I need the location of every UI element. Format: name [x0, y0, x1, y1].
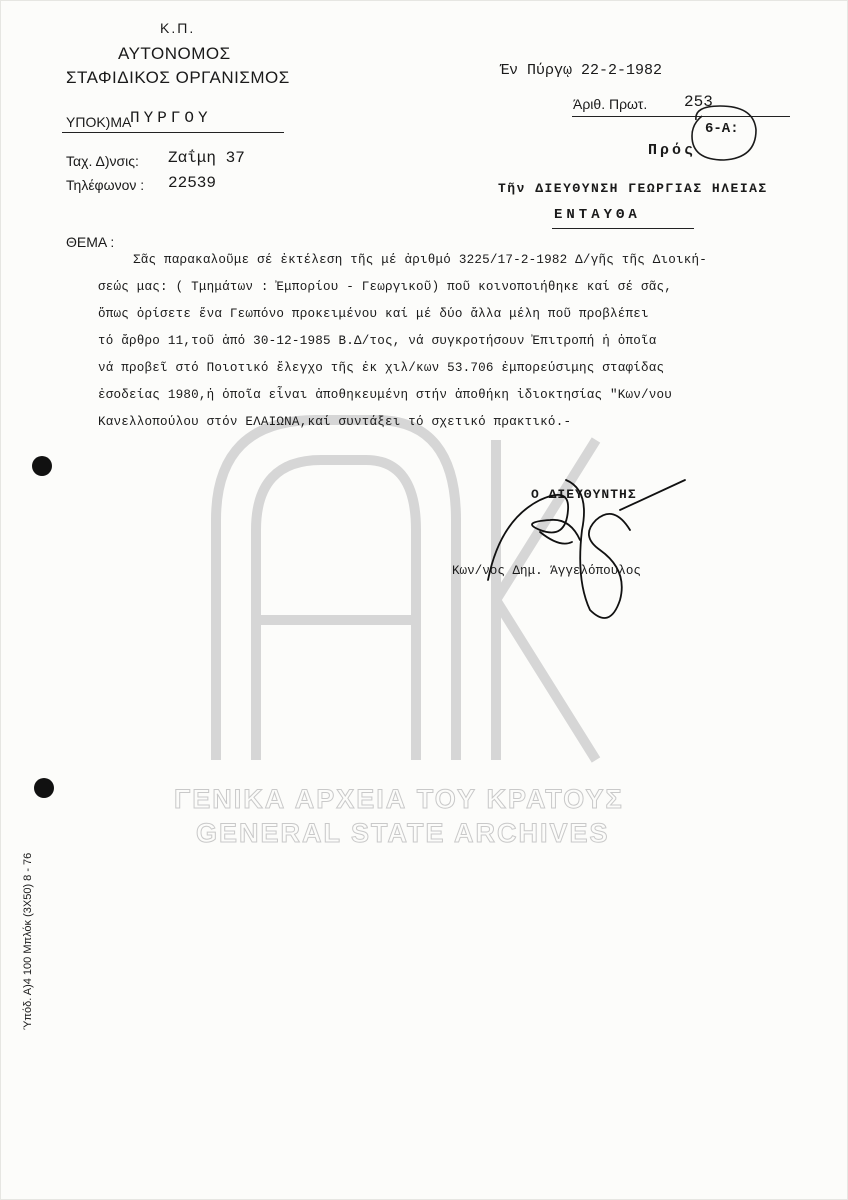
watermark-english: GENERAL STATE ARCHIVES	[196, 818, 610, 848]
organization-name-line2: ΣΤΑΦΙΔΙΚΟΣ ΟΡΓΑΝΙΣΜΟΣ	[66, 68, 290, 87]
punch-hole-lower	[34, 778, 54, 798]
watermark-greek: ΓΕΝΙΚΑ ΑΡΧΕΙΑ ΤΟΥ ΚΡΑΤΟΥΣ	[174, 784, 624, 814]
letterhead-kp: Κ.Π.	[160, 20, 196, 36]
body-line-4: τό ἄρθρο 11,τοῦ ἀπό 30-12-1985 Β.Δ/τος, νά συγκροτήσουν Ἐπιτροπή ἡ ὁποῖα	[98, 334, 657, 348]
address-label: Ταχ. Δ)νσις:	[66, 153, 139, 169]
body-line-5: νά προβεῖ στό Ποιοτικό ἔλεγχο τῆς ἐκ χιλ/κων 53.706 ἐμπορεύσιμης σταφίδας	[98, 361, 665, 375]
place-date: Έν Πύργῳ 22-2-1982	[500, 62, 663, 79]
recipient-line1: Τῆν ΔΙΕΥΘΥΝΣΗ ΓΕΩΡΓΙΑΣ ΗΛΕΙΑΣ	[498, 181, 768, 196]
address-value: Ζαΐμη 37	[168, 149, 245, 167]
organization-name-line1: ΑΥΤΟΝΟΜΟΣ	[118, 44, 231, 63]
branch-label: ΥΠΟΚ)ΜΑ	[66, 114, 132, 130]
protocol-sub-number: 6-Α:	[705, 121, 739, 137]
phone-value: 22539	[168, 174, 217, 192]
recipient-line2: ΕΝΤΑΥΘΑ	[554, 207, 641, 223]
body-line-7: Κανελλοπούλου στόν ΕΛΑΙΩΝΑ,καί συντάξει τό σχετικό πρακτικό.-	[98, 415, 572, 429]
punch-hole-upper	[32, 456, 52, 476]
branch-value: ΠΥΡΓΟΥ	[130, 109, 212, 127]
signature-title: Ο ΔΙΕΥΘΥΝΤΗΣ	[531, 487, 637, 502]
handwritten-signature	[470, 470, 700, 630]
body-line-6: ἐσοδείας 1980,ἡ ὁποῖα εἶναι ἀποθηκευμένη στήν ἀποθήκη ἰδιοκτησίας "Κων/νου	[98, 388, 673, 402]
protocol-number: 253	[684, 93, 713, 111]
body-line-2: σεώς μας: ( Τμημάτων : Ἐμπορίου - Γεωργικοῦ) ποῦ κοινοποιήθηκε καί σέ σᾶς,	[98, 280, 673, 294]
subject-label: ΘΕΜΑ :	[66, 234, 115, 250]
form-side-print: Ύπόδ. Α)4 100 Μπλόκ (3Χ50) 8 - 76	[22, 852, 34, 1030]
protocol-label: Άριθ. Πρωτ.	[573, 96, 648, 112]
phone-label: Τηλέφωνον :	[66, 177, 145, 193]
body-line-1: Σᾶς παρακαλοῦμε σέ ἐκτέλεση τῆς μέ ἀριθμό 3225/17-2-1982 Δ/γῆς τῆς Διοική-	[133, 253, 708, 267]
recipient-underline	[552, 228, 694, 229]
branch-underline	[62, 132, 284, 133]
pros-heading: Πρός	[648, 142, 697, 159]
signatory-name: Κων/νος Δημ. Άγγελόπουλος	[452, 564, 641, 578]
body-line-3: ὅπως ὁρίσετε ἕνα Γεωπόνο προκειμένου καί μέ δύο ἄλλα μέλη ποῦ προβλέπει	[98, 307, 649, 321]
